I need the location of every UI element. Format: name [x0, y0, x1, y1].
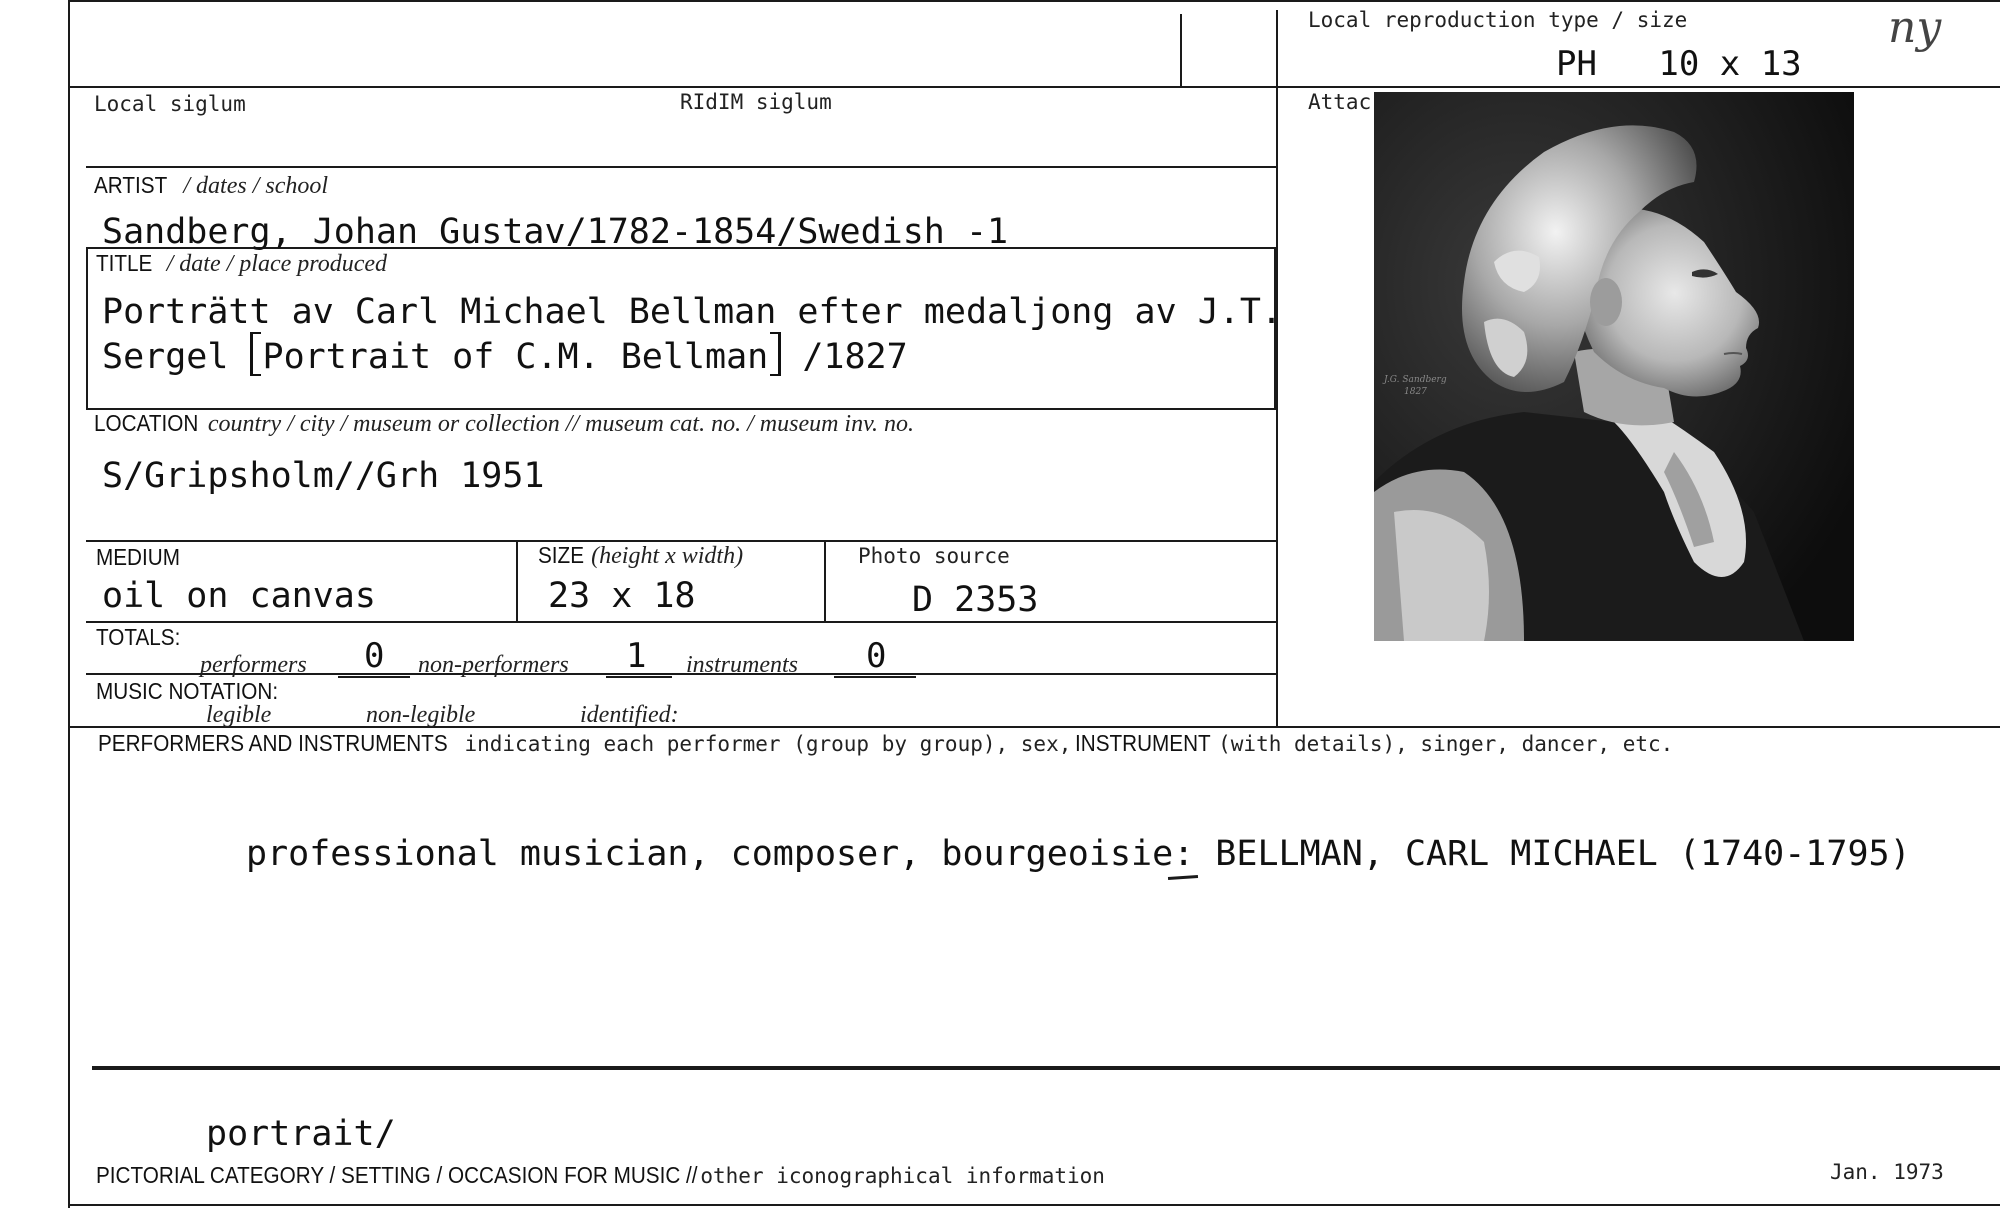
ridim-siglum-label: RIdIM siglum — [680, 90, 832, 114]
performers-label-end: (with details), singer, dancer, etc. — [1218, 732, 1674, 756]
non-performers-value: 1 — [626, 636, 647, 676]
portrait-illustration — [1374, 92, 1854, 641]
location-label-main: LOCATION — [94, 410, 199, 436]
handwritten-note: ny — [1888, 2, 1942, 53]
performers-value: professional musician, composer, bourgeoisie: BELLMAN, CARL MICHAEL (1740-1795) — [246, 834, 1911, 874]
artist-label-rest: / dates / school — [183, 173, 329, 199]
header-rule — [68, 86, 2000, 88]
performers-value: 0 — [364, 636, 385, 676]
pictorial-label-main: PICTORIAL CATEGORY / SETTING / OCCASION FOR MUSIC // — [96, 1162, 698, 1188]
title-line-1: Porträtt av Carl Michael Bellman efter medaljong av J.T. — [102, 292, 1283, 332]
medium-rule — [86, 621, 1276, 623]
performers-label: performers — [200, 652, 307, 678]
attached-label: Attac — [1308, 90, 1372, 114]
artist-label — [94, 172, 328, 200]
card-top-border — [68, 0, 2000, 2]
card-date: Jan. 1973 — [1830, 1160, 1944, 1184]
title-line-2-a: Sergel — [102, 337, 250, 377]
totals-label: TOTALS: — [96, 624, 181, 650]
performers-label-instrument: INSTRUMENT — [1075, 730, 1212, 756]
local-reproduction-label: Local reproduction type / size — [1308, 8, 1688, 32]
location-value: S/Gripsholm//Grh 1951 — [102, 456, 545, 496]
performers-label-main: PERFORMERS AND INSTRUMENTS — [98, 730, 448, 756]
medium-label: MEDIUM — [96, 544, 180, 570]
title-label — [96, 250, 387, 278]
pictorial-label-rest: other iconographical information — [700, 1164, 1105, 1188]
non-legible-label: non-legible — [366, 702, 476, 728]
card-bottom-rule — [68, 1204, 2000, 1206]
legible-label: legible — [206, 702, 272, 728]
title-label-main: TITLE — [96, 250, 153, 276]
local-siglum-label: Local siglum — [94, 92, 246, 116]
artist-label-main: ARTIST — [94, 172, 168, 198]
column-divider — [1276, 10, 1278, 726]
section-rule-thick — [92, 1066, 2000, 1070]
size-value: 23 x 18 — [548, 576, 696, 616]
medium-value: oil on canvas — [102, 576, 376, 616]
svg-text:1827: 1827 — [1404, 387, 1427, 397]
performers-instruments-label — [98, 730, 1673, 757]
performers-label-mid: indicating each performer (group by group), sex, — [464, 732, 1072, 756]
bracket-close — [770, 332, 781, 376]
title-line-2-b: Portrait of C.M. Bellman — [262, 337, 769, 377]
instruments-value: 0 — [866, 636, 887, 676]
size-source-divider — [824, 540, 826, 622]
performers-top-rule — [68, 726, 2000, 728]
non-performers-label: non-performers — [418, 652, 569, 678]
portrait-photo — [1374, 92, 1854, 641]
bracket-open — [250, 332, 261, 376]
size-label — [538, 542, 743, 570]
instruments-underline — [834, 676, 916, 678]
photo-source-label: Photo source — [858, 544, 1010, 568]
medium-size-divider — [516, 540, 518, 622]
title-left-bar — [86, 249, 88, 409]
size-label-rest: (height x width) — [591, 543, 744, 569]
siglum-rule — [86, 166, 1276, 168]
identified-label: identified: — [580, 702, 679, 728]
title-line-2 — [102, 332, 908, 377]
header-divider-short — [1180, 14, 1182, 86]
performers-underline — [338, 676, 410, 678]
bellman-underline — [1168, 875, 1198, 880]
pictorial-value: portrait/ — [206, 1114, 396, 1154]
card-left-border — [68, 0, 70, 1208]
location-label-rest: country / city / museum or collection // museum cat. no. / museum inv. no. — [207, 411, 914, 437]
photo-source-value: D 2353 — [912, 580, 1039, 620]
non-performers-underline — [606, 676, 672, 678]
title-line-2-c: /1827 — [781, 337, 908, 377]
size-label-main: SIZE — [538, 542, 585, 568]
pictorial-label — [96, 1162, 1105, 1189]
music-notation-label: MUSIC NOTATION: — [96, 678, 279, 704]
instruments-label: instruments — [686, 652, 799, 678]
location-label — [94, 410, 914, 438]
artist-value: Sandberg, Johan Gustav/1782-1854/Swedish -1 — [102, 212, 1009, 252]
title-label-rest: / date / place produced — [166, 251, 388, 277]
reproduction-value: PH 10 x 13 — [1556, 44, 1802, 84]
portrait-signature: J.G. Sandberg — [1384, 375, 1447, 385]
